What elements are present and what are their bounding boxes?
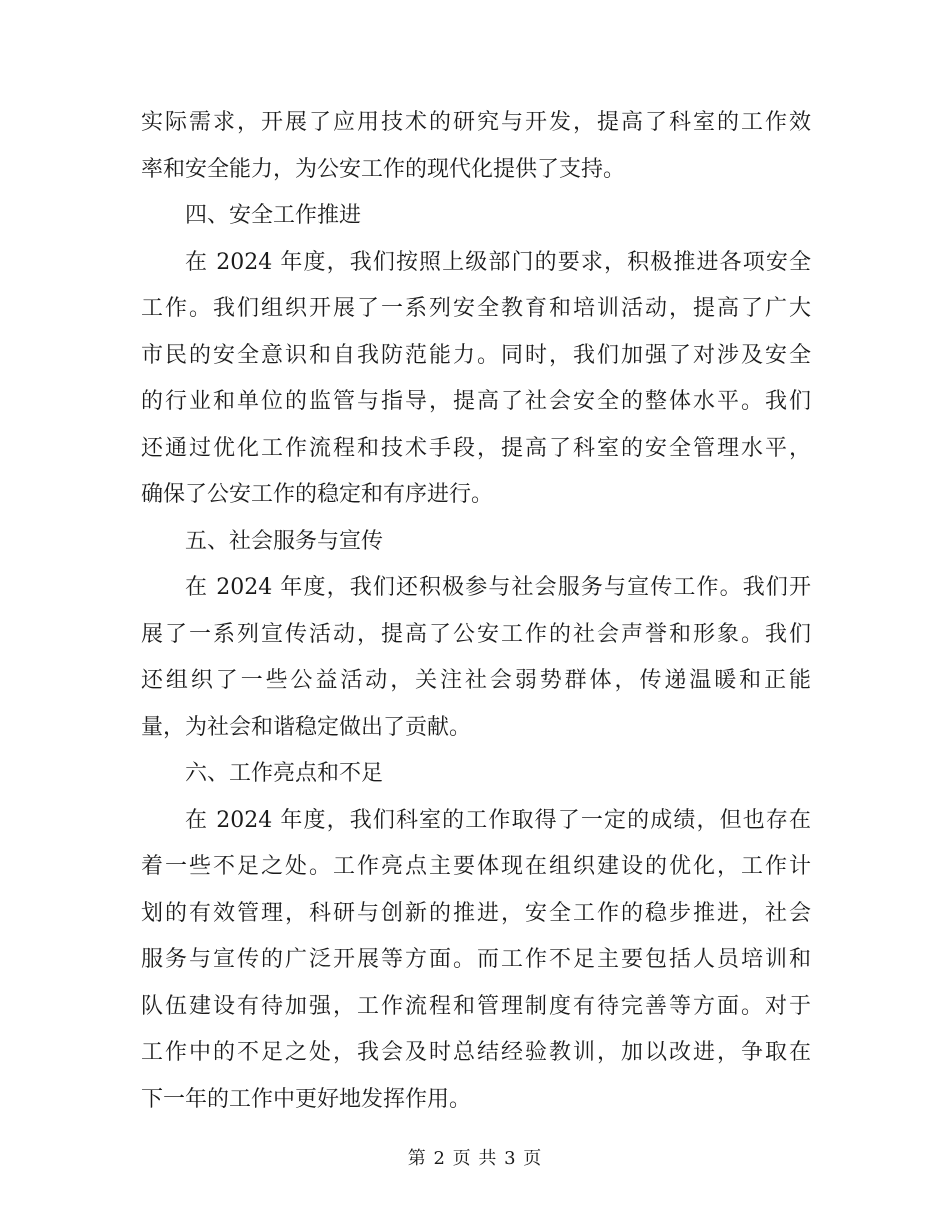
text-line: 下一年的工作中更好地发挥作用。: [141, 1086, 472, 1112]
page-footer: 第 2 页 共 3 页: [407, 1148, 543, 1169]
text-line: 确保了公安工作的稳定和有序进行。: [141, 482, 494, 507]
text-line: 市民的安全意识和自我防范能力。同时，我们加强了对涉及安全: [141, 342, 811, 368]
text-line: 实际需求，开展了应用技术的研究与开发，提高了科室的工作效: [141, 110, 811, 135]
text-line: 工作。我们组织开展了一系列安全教育和培训活动，提高了广大: [141, 296, 811, 321]
text-line: 的行业和单位的监管与指导，提高了社会安全的整体水平。我们: [141, 389, 811, 414]
text-line: 着一些不足之处。工作亮点主要体现在组织建设的优化，工作计: [141, 854, 811, 879]
text-line: 在 2024 年度，我们科室的工作取得了一定的成绩，但也存在: [185, 807, 811, 833]
text-line: 展了一系列宣传活动，提高了公安工作的社会声誉和形象。我们: [141, 621, 811, 647]
text-line: 率和安全能力，为公安工作的现代化提供了支持。: [141, 156, 626, 182]
body-text: [141, 100, 811, 1123]
text-line: 在 2024 年度，我们还积极参与社会服务与宣传工作。我们开: [185, 575, 811, 600]
text-line: 队伍建设有待加强，工作流程和管理制度有待完善等方面。对于: [141, 993, 811, 1019]
text-line: 还通过优化工作流程和技术手段，提高了科室的安全管理水平，: [141, 435, 811, 461]
text-line: 在 2024 年度，我们按照上级部门的要求，积极推进各项安全: [185, 249, 811, 275]
text-line: 四、安全工作推进: [185, 203, 362, 228]
text-line: 六、工作亮点和不足: [185, 761, 384, 786]
text-line: 量，为社会和谐稳定做出了贡献。: [141, 714, 472, 740]
text-line: 还组织了一些公益活动，关注社会弱势群体，传递温暖和正能: [141, 668, 811, 693]
text-line: 服务与宣传的广泛开展等方面。而工作不足主要包括人员培训和: [141, 947, 811, 972]
text-line: 划的有效管理，科研与创新的推进，安全工作的稳步推进，社会: [141, 900, 811, 926]
text-line: 工作中的不足之处，我会及时总结经验教训，加以改进，争取在: [141, 1040, 811, 1065]
text-line: 五、社会服务与宣传: [185, 528, 384, 554]
